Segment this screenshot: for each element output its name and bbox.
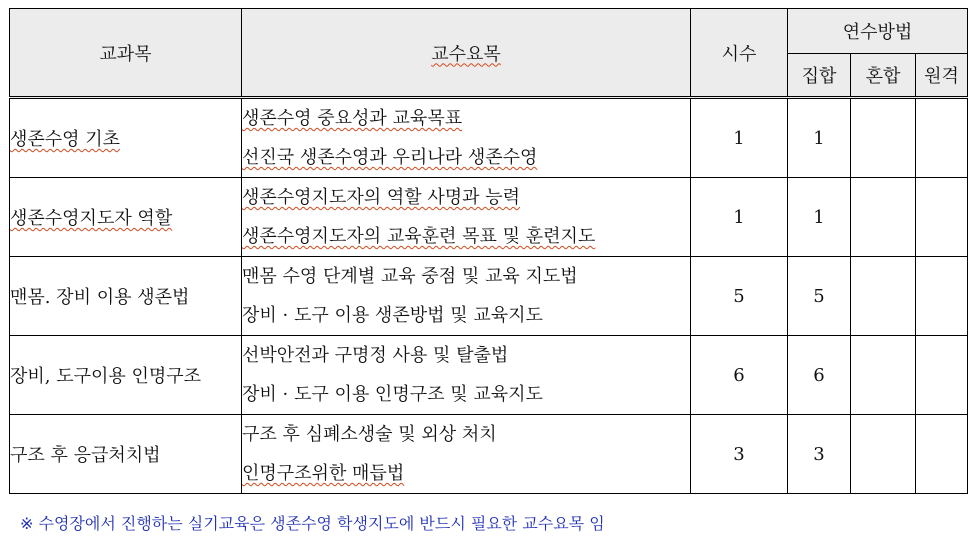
table-row — [10, 178, 968, 257]
header-remote: 원격 — [916, 54, 968, 98]
summary-line: 선진국 생존수영과 우리나라 생존수영 — [242, 147, 538, 168]
group-cell: 6 — [788, 336, 851, 415]
header-group: 집합 — [788, 54, 851, 98]
remote-cell — [916, 178, 968, 257]
subject-cell: 생존수영 기초 — [10, 98, 242, 178]
remote-cell — [916, 336, 968, 415]
table-row — [10, 415, 968, 494]
header-hours: 시수 — [691, 9, 788, 98]
summary-line: 생존수영지도자의 역할 사명과 능력 — [242, 187, 520, 208]
mixed-cell — [851, 257, 916, 336]
footnote: ※ 수영장에서 진행하는 실기교육은 생존수영 학생지도에 반드시 필요한 교수요목 임 — [20, 514, 605, 533]
group-cell: 1 — [788, 178, 851, 257]
hours-cell: 1 — [691, 178, 788, 257]
hours-cell: 1 — [691, 98, 788, 178]
summary-cell — [242, 336, 691, 415]
header-method: 연수방법 — [788, 9, 968, 54]
mixed-cell — [851, 178, 916, 257]
summary-line: 선박안전과 구명정 사용 및 탈출법 — [242, 345, 509, 366]
header-summary: 교수요목 — [242, 9, 691, 98]
subject-cell: 구조 후 응급처치법 — [10, 415, 242, 494]
mixed-cell — [851, 336, 916, 415]
subject-cell: 생존수영지도자 역할 — [10, 178, 242, 257]
group-cell: 3 — [788, 415, 851, 494]
summary-cell — [242, 178, 691, 257]
group-cell: 1 — [788, 98, 851, 178]
remote-cell — [916, 257, 968, 336]
summary-line: 장비 · 도구 이용 생존방법 및 교육지도 — [242, 305, 543, 326]
summary-line: 생존수영지도자의 교육훈련 목표 및 훈련지도 — [242, 226, 596, 247]
subject-cell: 장비, 도구이용 인명구조 — [10, 336, 242, 415]
summary-cell — [242, 415, 691, 494]
summary-cell — [242, 257, 691, 336]
summary-line: 인명구조위한 매듭법 — [242, 463, 405, 484]
hours-cell: 3 — [691, 415, 788, 494]
hours-cell: 6 — [691, 336, 788, 415]
summary-line: 맨몸 수영 단계별 교육 중점 및 교육 지도법 — [242, 266, 578, 287]
table-row — [10, 257, 968, 336]
remote-cell — [916, 98, 968, 178]
header-subject: 교과목 — [10, 9, 242, 98]
mixed-cell — [851, 98, 916, 178]
remote-cell — [916, 415, 968, 494]
curriculum-table — [9, 8, 968, 494]
subject-cell: 맨몸. 장비 이용 생존법 — [10, 257, 242, 336]
summary-line: 생존수영 중요성과 교육목표 — [242, 108, 463, 129]
summary-line: 구조 후 심폐소생술 및 외상 처치 — [242, 424, 497, 445]
summary-line: 장비 · 도구 이용 인명구조 및 교육지도 — [242, 384, 543, 405]
table-row — [10, 336, 968, 415]
header-mixed: 혼합 — [851, 54, 916, 98]
hours-cell: 5 — [691, 257, 788, 336]
group-cell: 5 — [788, 257, 851, 336]
table-row — [10, 98, 968, 178]
summary-cell — [242, 98, 691, 178]
mixed-cell — [851, 415, 916, 494]
